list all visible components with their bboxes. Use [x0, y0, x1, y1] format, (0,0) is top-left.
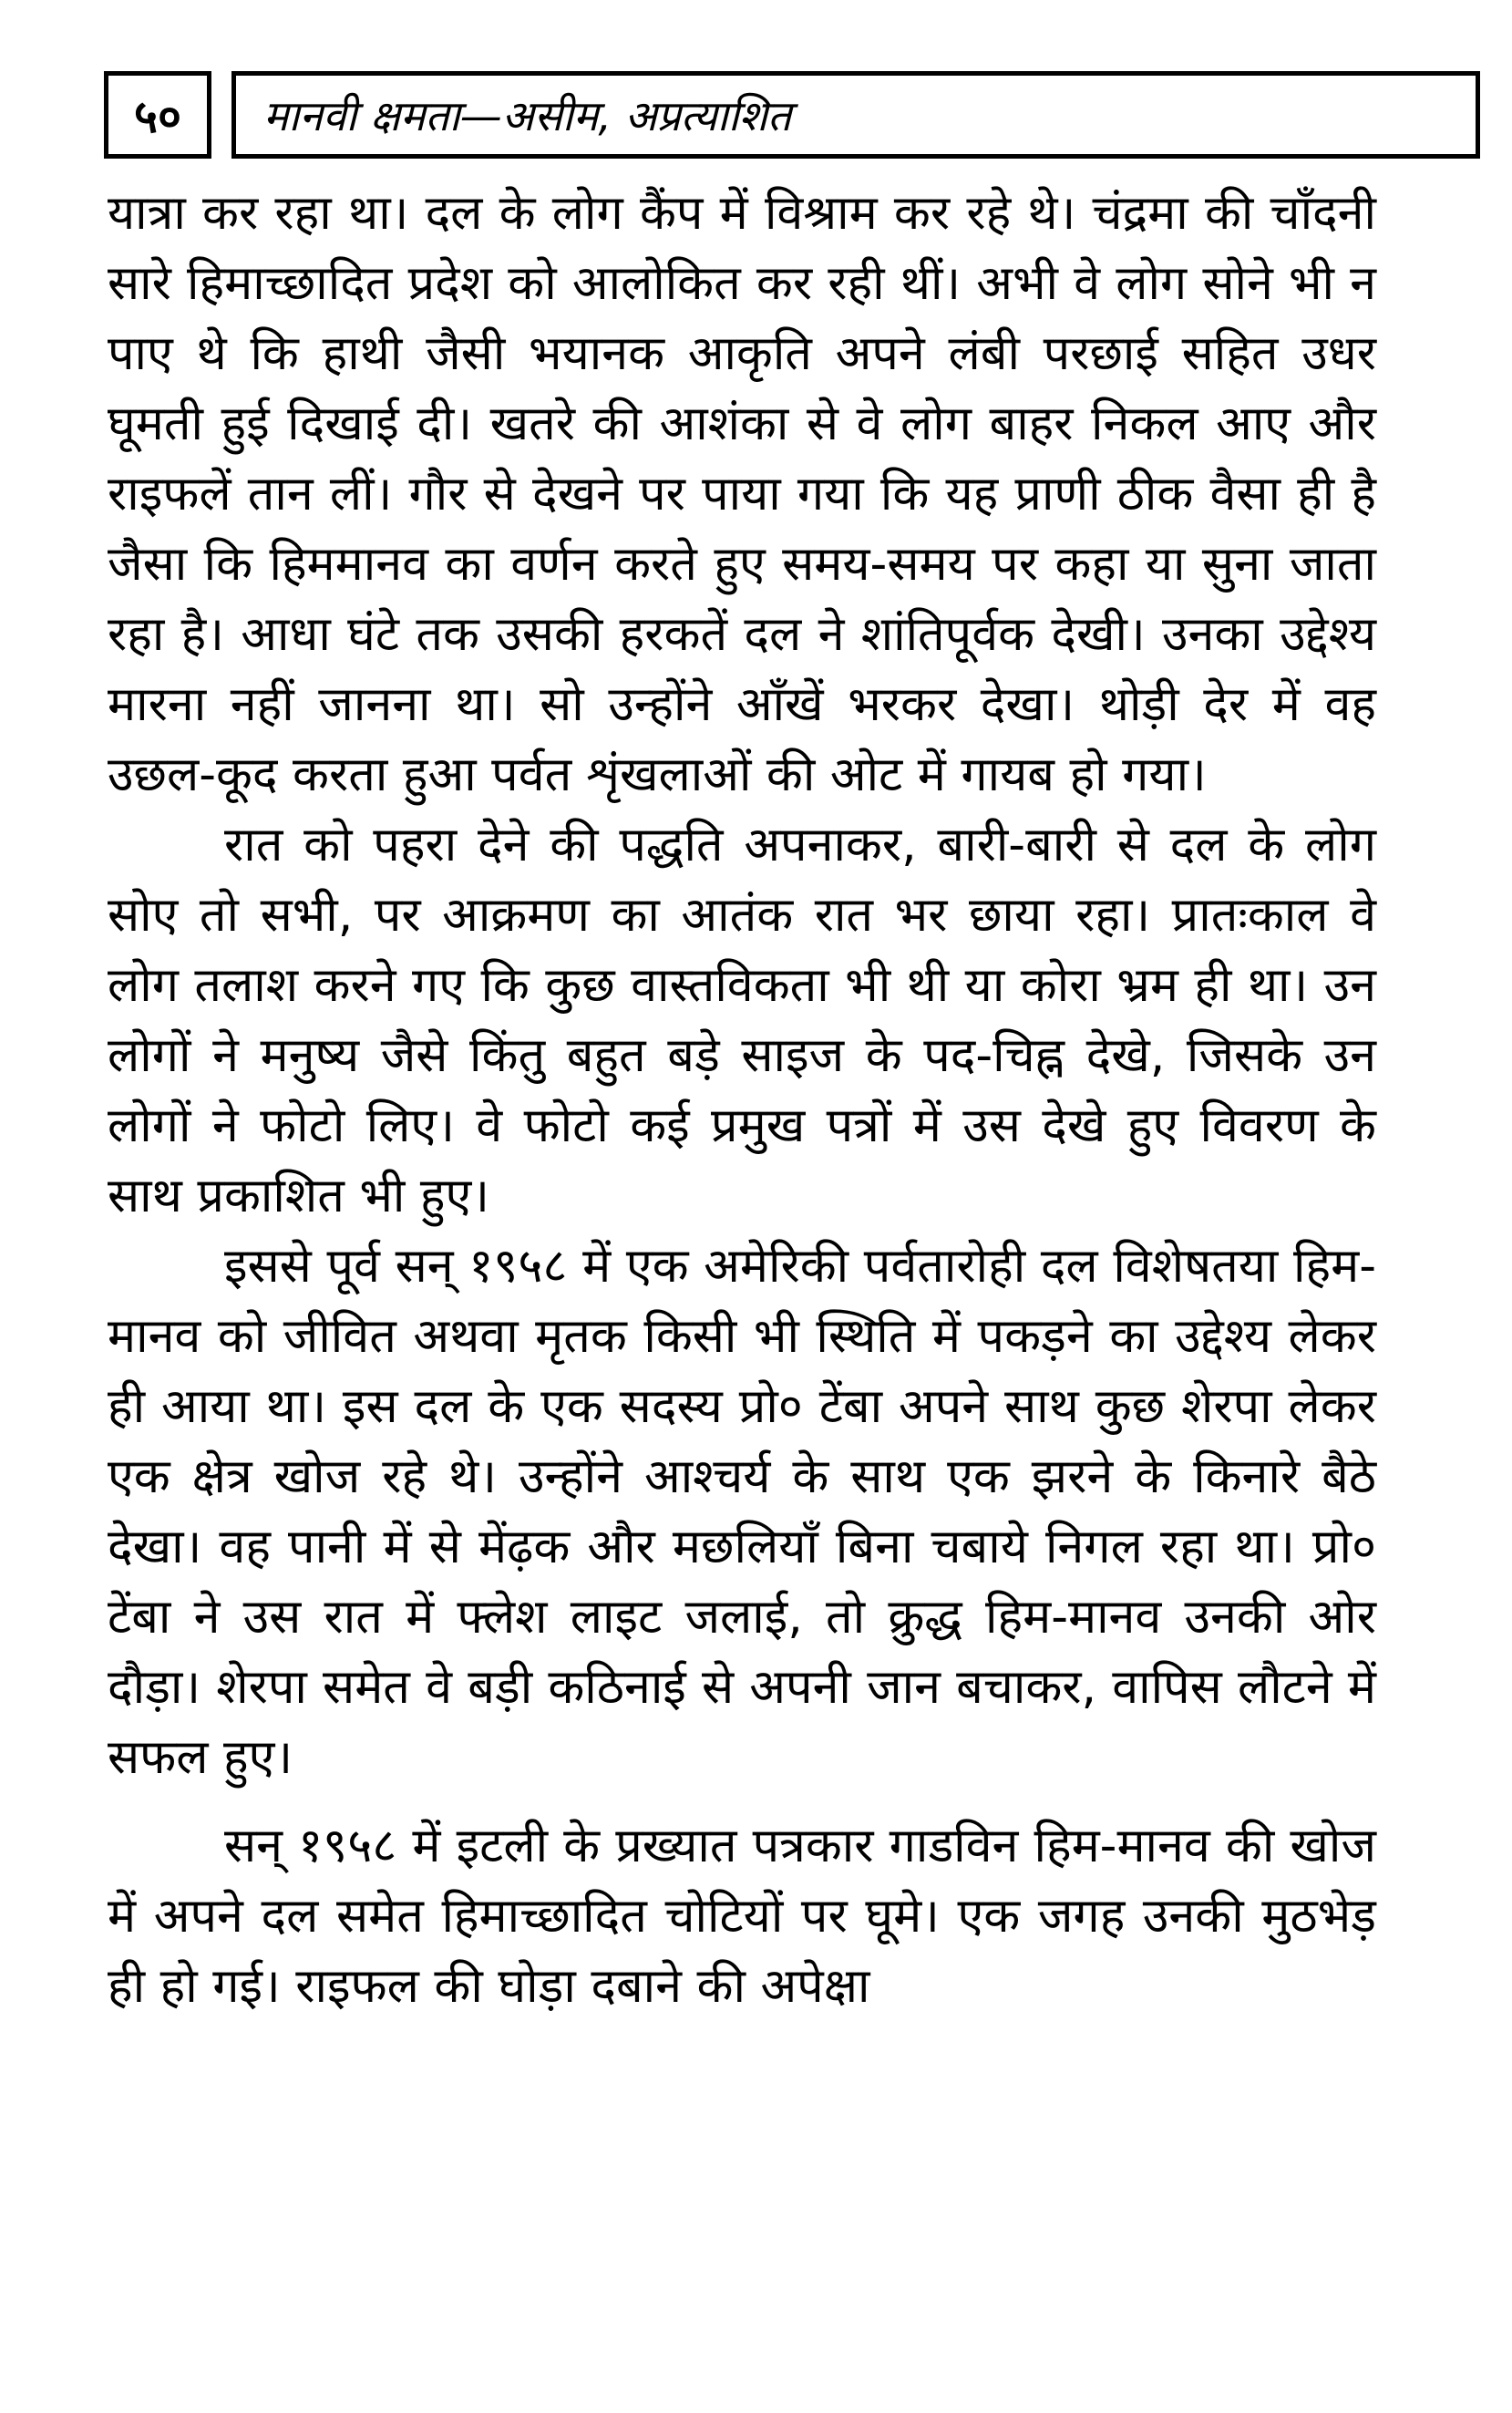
- running-title: मानवी क्षमता—असीम, अप्रत्याशित: [231, 71, 1480, 159]
- paragraph-1: यात्रा कर रहा था। दल के लोग कैंप में विश्राम कर रहे थे। चंद्रमा की चाँदनी सारे हिमाच्छादित प्रदेश को आलोकित कर रही थीं। अभी वे लोग सोने भी न पाए थे कि हाथी जैसी भयानक आकृति अपने लंबी परछाई सहित उधर घूमती हुई दिखाई दी। खतरे की आशंका से वे लोग बाहर निकल आए और राइफलें तान लीं। गौर से देखने पर पाया गया कि यह प्राणी ठीक वैसा ही है जैसा कि हिममानव का वर्णन करते हुए समय-समय पर कहा या सुना जाता रहा है। आधा घंटे तक उसकी हरकतें दल ने शांतिपूर्वक देखी। उनका उद्देश्य मारना नहीं जानना था। सो उन्होंने आँखें भरकर देखा। थोड़ी देर में वह उछल-कूद करता हुआ पर्वत शृंखलाओं की ओट में गायब हो गया।: [108, 186, 1376, 802]
- body-text: [108, 179, 1376, 2022]
- page-header: [104, 71, 1371, 166]
- paragraph-4: सन् १९५८ में इटली के प्रख्यात पत्रकार गाडविन हिम-मानव की खोज में अपने दल समेत हिमाच्छादित चोटियों पर घूमे। एक जगह उनकी मुठभेड़ ही हो गई। राइफल की घोड़ा दबाने की अपेक्षा: [108, 1819, 1376, 2014]
- paragraph-2: रात को पहरा देने की पद्धति अपनाकर, बारी-बारी से दल के लोग सोए तो सभी, पर आक्रमण का आतंक रात भर छाया रहा। प्रातःकाल वे लोग तलाश करने गए कि कुछ वास्तविकता भी थी या कोरा भ्रम ही था। उन लोगों ने मनुष्य जैसे किंतु बहुत बड़े साइज के पद-चिह्न देखे, जिसके उन लोगों ने फोटो लिए। वे फोटो कई प्रमुख पत्रों में उस देखे हुए विवरण के साथ प्रकाशित भी हुए।: [108, 818, 1376, 1223]
- page-number: ५०: [104, 71, 211, 159]
- paragraph-3: इससे पूर्व सन् १९५८ में एक अमेरिकी पर्वतारोही दल विशेषतया हिम-मानव को जीवित अथवा मृतक किसी भी स्थिति में पकड़ने का उद्देश्य लेकर ही आया था। इस दल के एक सदस्य प्रो० टेंबा अपने साथ कुछ शेरपा लेकर एक क्षेत्र खोज रहे थे। उन्होंने आश्चर्य के साथ एक झरने के किनारे बैठे देखा। वह पानी में से मेंढ़क और मछलियाँ बिना चबाये निगल रहा था। प्रो० टेंबा ने उस रात में फ्लेश लाइट जलाई, तो क्रुद्ध हिम-मानव उनकी ओर दौड़ा। शेरपा समेत वे बड़ी कठिनाई से अपनी जान बचाकर, वापिस लौटने में सफल हुए।: [108, 1239, 1376, 1785]
